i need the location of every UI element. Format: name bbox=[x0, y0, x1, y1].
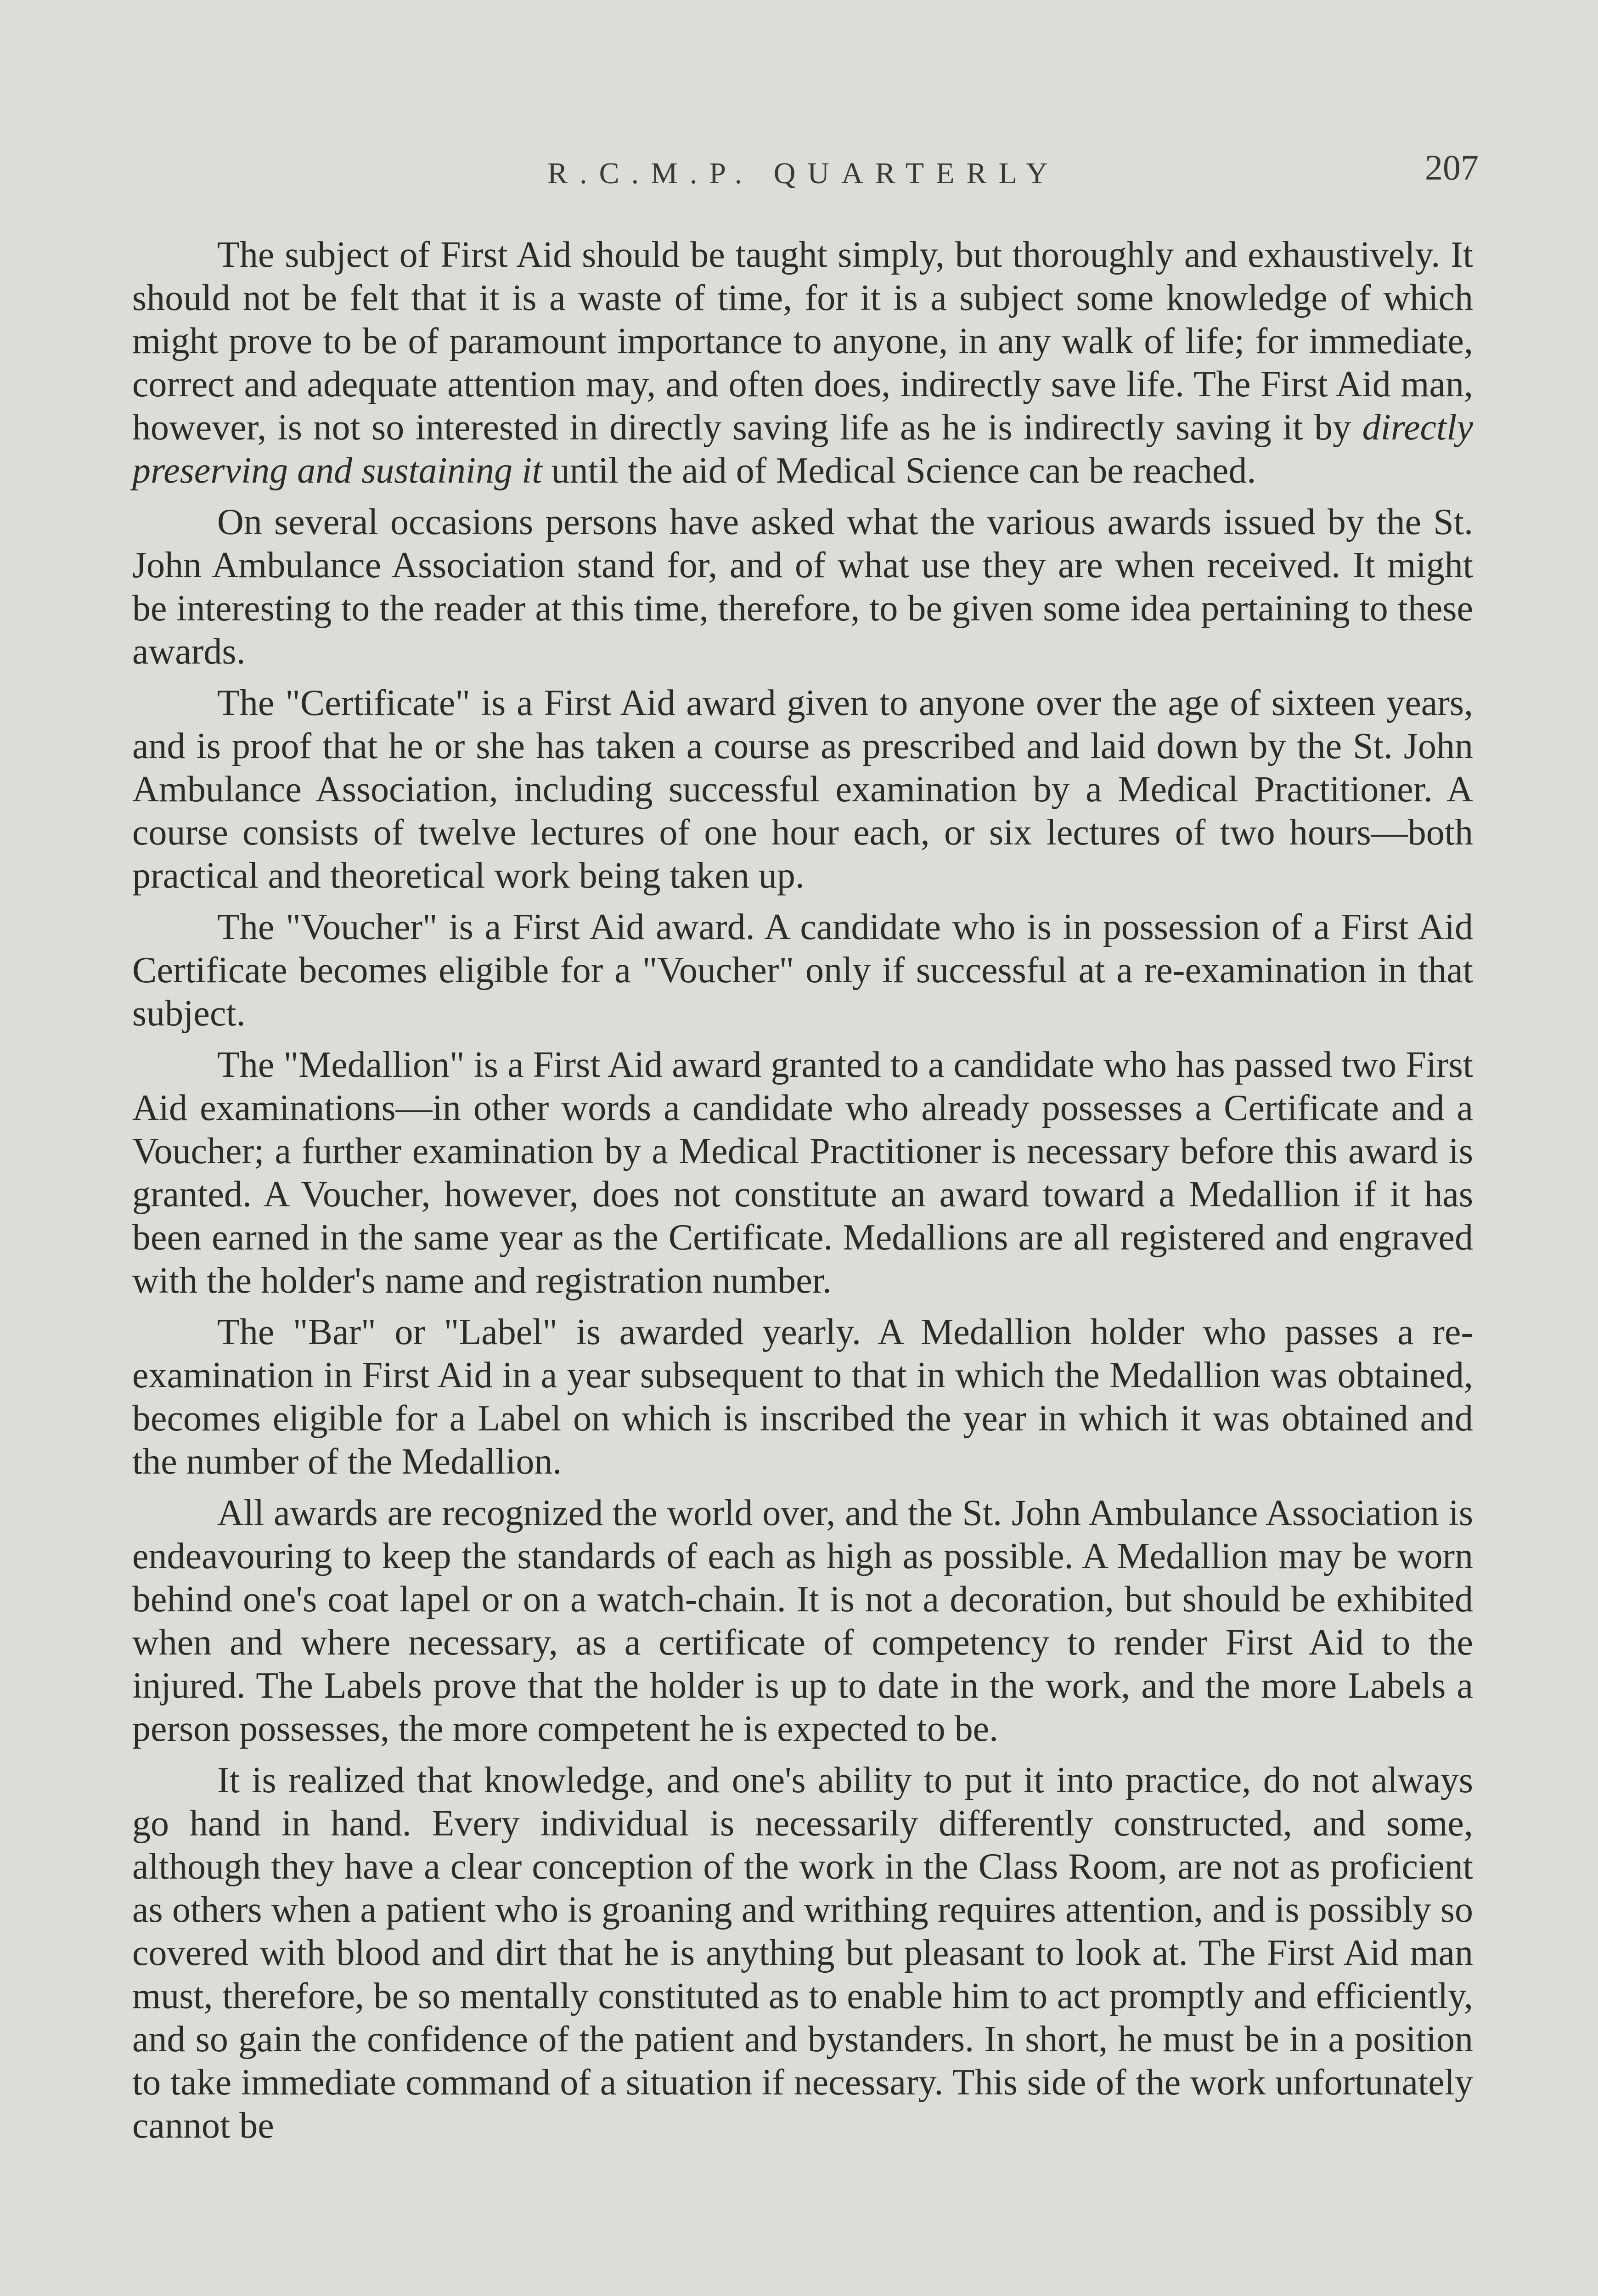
paragraph: The "Certificate" is a First Aid award given to anyone over the age of sixteen years, and is proof that he or she has taken a course as prescribed and laid down by the St. John Ambulance Association, including successful examination by a Medical Practitioner. A course consists of twelve lectures of one hour each, or six lectures of two hours—both practical and theoretical work being taken up. bbox=[132, 683, 1473, 896]
page-number: 207 bbox=[1425, 147, 1479, 187]
journal-title: R.C.M.P. QUARTERLY bbox=[547, 157, 1060, 190]
paragraph: It is realized that knowledge, and one's ability to put it into practice, do not always go hand in hand. Every individual is necessarily differently constructed, and some, although they have a clear conception of the work in the Class Room, are not as proficient as others when a patient who is groaning and writhing requires attention, and is possibly so covered with blood and dirt that he is anything but pleasant to look at. The First Aid man must, therefore, be so mentally constituted as to enable him to act promptly and efficiently, and so gain the confidence of the patient and bystanders. In short, he must be in a position to take immediate command of a situation if necessary. This side of the work unfortunately cannot be bbox=[132, 1760, 1473, 2146]
article-body bbox=[132, 233, 1473, 2155]
running-head bbox=[133, 147, 1479, 202]
paragraph-text: until the aid of Medical Science can be reached. bbox=[542, 450, 1256, 491]
paragraph bbox=[132, 233, 1473, 492]
paragraph: On several occasions persons have asked what the various awards issued by the St. John Ambulance Association stand for, and of what use they are when received. It might be interesting to the reader at this time, therefore, to be given some idea pertaining to these awards. bbox=[132, 502, 1473, 672]
paragraph: The "Medallion" is a First Aid award granted to a candidate who has passed two First Aid examinations—in other words a candidate who already possesses a Certificate and a Voucher; a further examination by a Medical Practitioner is necessary before this award is granted. A Voucher, however, does not constitute an award toward a Medallion if it has been earned in the same year as the Certificate. Medallions are all registered and engraved with the holder's name and registration number. bbox=[132, 1045, 1473, 1301]
paragraph-text: The subject of First Aid should be taught simply, but thoroughly and exhaustively. It should not be felt that it is a waste of time, for it is a subject some knowledge of which might prove to be of paramount importance to anyone, in any walk of life; for immediate, correct and adequate attention may, and often does, indirectly save life. The First Aid man, however, is not so interested in directly saving life as he is indirectly saving it by bbox=[132, 235, 1473, 448]
paragraph: All awards are recognized the world over, and the St. John Ambulance Association is endeavouring to keep the standards of each as high as possible. A Medallion may be worn behind one's coat lapel or on a watch-chain. It is not a decoration, but should be exhibited when and where necessary, as a certificate of competency to render First Aid to the injured. The Labels prove that the holder is up to date in the work, and the more Labels a person possesses, the more competent he is expected to be. bbox=[132, 1493, 1473, 1749]
paragraph: The "Voucher" is a First Aid award. A candidate who is in possession of a First Aid Certificate becomes eligible for a "Voucher" only if successful at a re-examination in that subject. bbox=[132, 907, 1473, 1034]
emphasized-text: directly preserving and sustaining it bbox=[132, 407, 1473, 491]
paragraph: The "Bar" or "Label" is awarded yearly. A Medallion holder who passes a re-examination in First Aid in a year subsequent to that in which the Medallion was obtained, becomes eligible for a Label on which is inscribed the year in which it was obtained and the number of the Medallion. bbox=[132, 1312, 1473, 1482]
